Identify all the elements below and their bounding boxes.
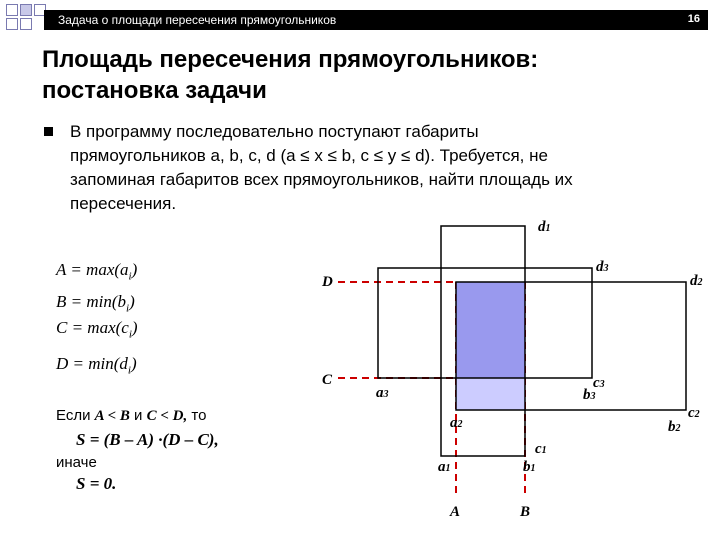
formula-S-zero: S = 0. — [76, 474, 117, 493]
label-d3: d3 — [596, 259, 609, 275]
slide-title-line2: постановка задачи — [42, 77, 267, 104]
label-b3: b3 — [583, 387, 596, 403]
formula-A: $A = \max(a_i)$ — [56, 260, 138, 283]
label-b1: b1 — [523, 459, 536, 475]
label-d2: d2 — [690, 273, 703, 289]
statement-line: запоминая габаритов всех прямоугольников, найти площадь их — [70, 170, 573, 189]
formula-D: $D = \min(d_i)$ — [56, 354, 137, 377]
formula-C: $C = \max(c_i)$ — [56, 318, 138, 341]
label-a1: a1 — [438, 459, 451, 475]
intersection-area — [456, 282, 525, 378]
page-number: 16 — [687, 13, 700, 25]
label-d1: d1 — [538, 219, 551, 235]
formula-B: $B = \min(b_i)$ — [56, 292, 135, 315]
partial-overlap-area — [456, 378, 525, 410]
condition-line: Если A < B и C < D, то — [56, 407, 207, 424]
label-A: A — [450, 504, 461, 520]
statement-line: прямоугольников a, b, c, d (a ≤ x ≤ b, c ≤ y ≤ d). Требуется, не — [70, 146, 548, 165]
statement-line: В программу последовательно поступают габариты — [70, 122, 479, 141]
label-c1: c1 — [535, 441, 547, 457]
label-C: C — [322, 372, 333, 388]
statement-line: пересечения. — [70, 194, 177, 213]
label-D: D — [322, 274, 333, 290]
label-B: B — [520, 504, 531, 520]
else-label: иначе — [56, 454, 97, 471]
formula-S: S = (B – A) ·(D – C), — [76, 430, 219, 449]
slide-title-line1: Площадь пересечения прямоугольников: — [42, 46, 539, 73]
label-c2: c2 — [688, 405, 700, 421]
label-c3: c3 — [593, 375, 605, 391]
label-a3: a3 — [376, 385, 389, 401]
label-a2: a2 — [450, 415, 463, 431]
label-b2: b2 — [668, 419, 681, 435]
header-title: Задача о площади пересечения прямоугольников — [58, 13, 337, 27]
